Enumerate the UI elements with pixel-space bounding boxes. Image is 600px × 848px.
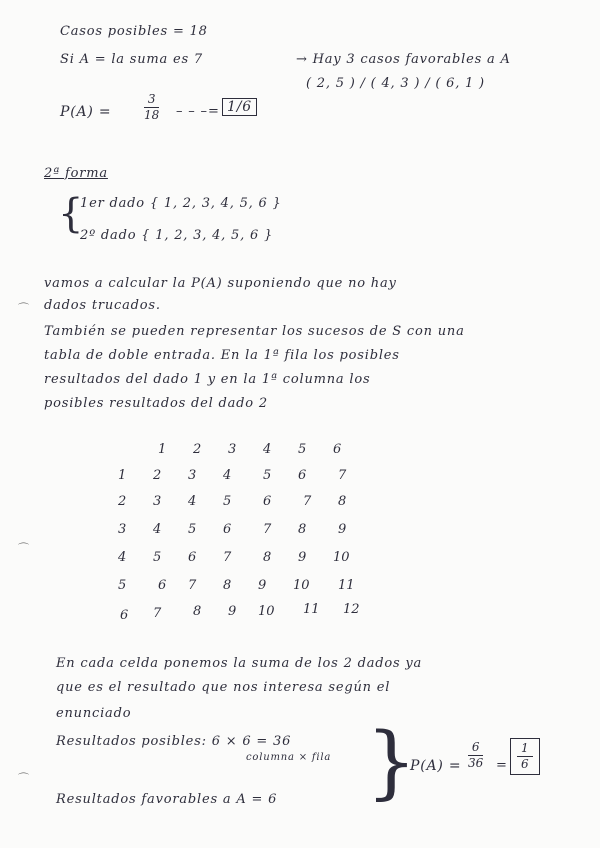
table-cell: 8 xyxy=(223,578,232,593)
table-header-cell: 6 xyxy=(333,442,342,457)
table-cell: 5 xyxy=(223,494,232,509)
table-row-label: 3 xyxy=(118,522,127,537)
pa2-denominator: 36 xyxy=(468,756,484,770)
table-cell: 6 xyxy=(263,494,272,509)
binder-hole-icon: ⌒ xyxy=(18,542,29,555)
pa2-equals: = xyxy=(496,758,508,773)
table-cell: 3 xyxy=(188,468,197,483)
pa2-label: P(A) = xyxy=(410,758,462,774)
table-cell: 9 xyxy=(258,578,267,593)
binder-hole-icon: ⌒ xyxy=(18,302,29,315)
table-header-cell: 2 xyxy=(193,442,202,457)
table-cell: 5 xyxy=(188,522,197,537)
pa2-result-box xyxy=(510,738,540,775)
pa-equals: = xyxy=(208,104,220,119)
p3-line2: que es el resultado que nos interesa según el xyxy=(56,680,391,695)
table-row-label: 5 xyxy=(118,578,127,593)
table-cell: 9 xyxy=(338,522,347,537)
table-cell: 8 xyxy=(298,522,307,537)
table-cell: 6 xyxy=(298,468,307,483)
table-cell: 7 xyxy=(188,578,197,593)
table-cell: 8 xyxy=(193,604,202,619)
table-cell: 4 xyxy=(223,468,232,483)
results-brace: } xyxy=(366,715,417,808)
table-cell: 11 xyxy=(303,602,320,617)
table-cell: 7 xyxy=(263,522,272,537)
table-cell: 5 xyxy=(263,468,272,483)
pa-dashes: – – – xyxy=(176,104,208,119)
table-row-label: 6 xyxy=(120,608,129,623)
table-cell: 10 xyxy=(333,550,350,565)
dado2-set: 2º dado { 1, 2, 3, 4, 5, 6 } xyxy=(80,228,274,243)
table-cell: 7 xyxy=(153,606,162,621)
table-cell: 3 xyxy=(153,494,162,509)
pares-favorables: ( 2, 5 ) / ( 4, 3 ) / ( 6, 1 ) xyxy=(306,76,485,91)
table-cell: 2 xyxy=(153,468,162,483)
table-header-cell: 5 xyxy=(298,442,307,457)
pa2-result-numerator: 1 xyxy=(517,741,533,757)
table-cell: 7 xyxy=(338,468,347,483)
table-cell: 4 xyxy=(153,522,162,537)
pa-result: 1/6 xyxy=(222,98,257,116)
table-row-label: 2 xyxy=(118,494,127,509)
table-cell: 10 xyxy=(258,604,275,619)
p2-line2: tabla de doble entrada. En la 1ª fila los posibles xyxy=(44,348,400,363)
pa-label: P(A) = xyxy=(60,104,112,120)
pa2-numerator: 6 xyxy=(468,740,484,756)
hay-casos-line: → Hay 3 casos favorables a A xyxy=(296,52,511,67)
table-header-cell: 4 xyxy=(263,442,272,457)
casos-posibles-line: Casos posibles = 18 xyxy=(60,24,208,39)
table-cell: 8 xyxy=(263,550,272,565)
p1-line2: dados trucados. xyxy=(44,298,161,313)
p2-line1: También se pueden representar los sucesos de S con una xyxy=(44,324,465,339)
table-cell: 8 xyxy=(338,494,347,509)
pa2-result-denominator: 6 xyxy=(521,757,529,771)
p2-line3: resultados del dado 1 y en la 1ª columna los xyxy=(44,372,371,387)
table-cell: 10 xyxy=(293,578,310,593)
table-cell: 6 xyxy=(223,522,232,537)
si-a-line: Si A = la suma es 7 xyxy=(60,52,204,67)
table-cell: 5 xyxy=(153,550,162,565)
table-header-cell: 1 xyxy=(158,442,167,457)
table-cell: 4 xyxy=(188,494,197,509)
p1-line1: vamos a calcular la P(A) suponiendo que no hay xyxy=(44,276,397,291)
table-row-label: 4 xyxy=(118,550,127,565)
p3-line3: enunciado xyxy=(56,706,132,721)
pa-fraction xyxy=(140,92,163,123)
p3-line1: En cada celda ponemos la suma de los 2 dados ya xyxy=(56,656,423,671)
dado1-set: 1er dado { 1, 2, 3, 4, 5, 6 } xyxy=(80,196,282,211)
table-cell: 9 xyxy=(228,604,237,619)
columna-por-fila: columna × fila xyxy=(246,752,332,763)
segunda-forma-title: 2ª forma xyxy=(44,166,108,181)
table-cell: 12 xyxy=(343,602,360,617)
set-brace: { xyxy=(58,191,84,237)
pa2-fraction xyxy=(464,740,487,771)
table-cell: 6 xyxy=(188,550,197,565)
binder-hole-icon: ⌒ xyxy=(18,772,29,785)
resultados-posibles: Resultados posibles: 6 × 6 = 36 xyxy=(56,734,292,749)
pa-denominator: 18 xyxy=(144,108,160,122)
p2-line4: posibles resultados del dado 2 xyxy=(44,396,268,411)
table-cell: 6 xyxy=(158,578,167,593)
table-cell: 7 xyxy=(303,494,312,509)
table-cell: 11 xyxy=(338,578,355,593)
table-row-label: 1 xyxy=(118,468,127,483)
table-cell: 9 xyxy=(298,550,307,565)
table-cell: 7 xyxy=(223,550,232,565)
pa-numerator: 3 xyxy=(144,92,160,108)
resultados-favorables: Resultados favorables a A = 6 xyxy=(56,792,278,807)
table-header-cell: 3 xyxy=(228,442,237,457)
